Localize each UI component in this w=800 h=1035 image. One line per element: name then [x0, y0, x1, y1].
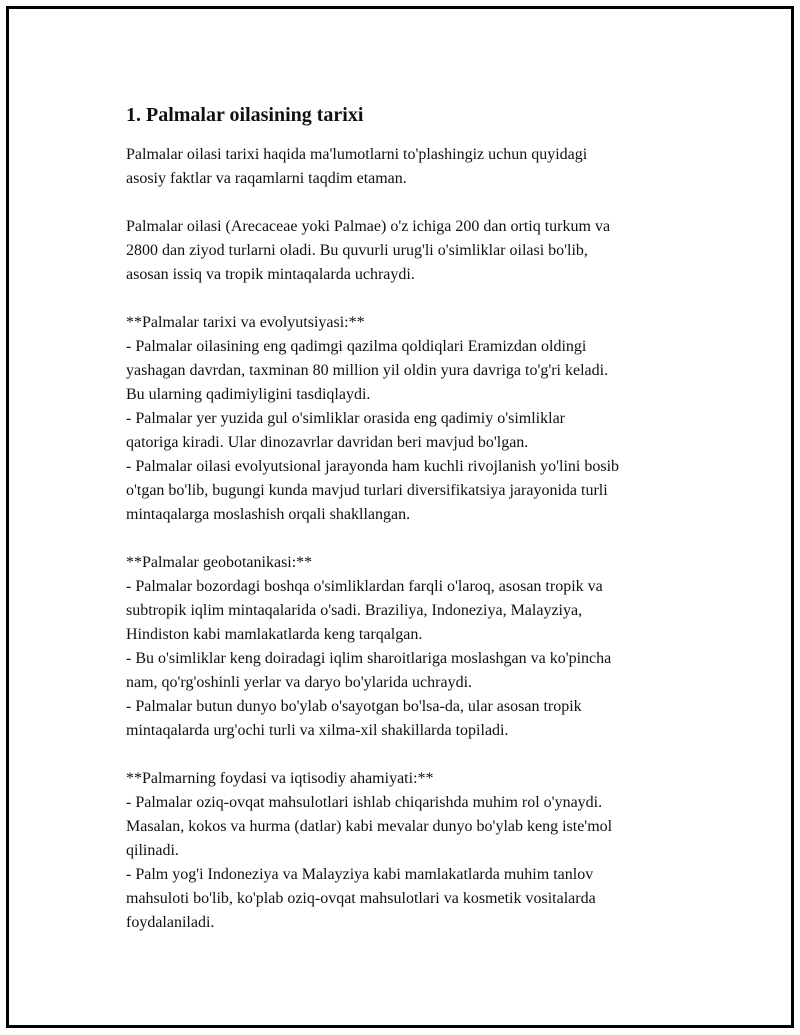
document-body — [126, 101, 706, 935]
text-line: 2800 dan ziyod turlarni oladi. Bu quvurli urug'li o'simliklar oilasi bo'lib, — [126, 242, 588, 259]
text-line: Masalan, kokos va hurma (datlar) kabi mevalar dunyo bo'ylab keng iste'mol — [126, 818, 613, 835]
text-line: mahsuloti bo'lib, ko'plab oziq-ovqat mahsulotlari va kosmetik vositalarda — [126, 890, 596, 907]
document-title: 1. Palmalar oilasining tarixi — [126, 104, 364, 126]
text-line: qatoriga kiradi. Ular dinozavrlar davridan beri mavjud bo'lgan. — [126, 434, 529, 451]
text-line: - Palmalar oziq-ovqat mahsulotlari ishlab chiqarishda muhim rol o'ynaydi. — [126, 794, 603, 811]
section-history-evolution — [126, 311, 706, 527]
text-line: Palmalar oilasi (Arecaceae yoki Palmae) o'z ichiga 200 dan ortiq turkum va — [126, 218, 611, 235]
text-line: subtropik iqlim mintaqalarida o'sadi. Braziliya, Indoneziya, Malayziya, — [126, 602, 583, 619]
text-line: Palmalar oilasi tarixi haqida ma'lumotlarni to'plashingiz uchun quyidagi — [126, 146, 588, 163]
paragraph-intro — [126, 143, 706, 191]
paragraph-gap — [126, 191, 706, 215]
section-geobotany — [126, 551, 706, 743]
section-heading: **Palmalar tarixi va evolyutsiyasi:** — [126, 314, 365, 331]
paragraph-overview — [126, 215, 706, 287]
text-line: Hindiston kabi mamlakatlarda keng tarqalgan. — [126, 626, 423, 643]
text-line: - Palmalar oilasining eng qadimgi qazilma qoldiqlari Eramizdan oldingi — [126, 338, 587, 355]
text-line: Bu ularning qadimiyligini tasdiqlaydi. — [126, 386, 371, 403]
text-line: - Palmalar oilasi evolyutsional jarayonda ham kuchli rivojlanish yo'lini bosib — [126, 458, 620, 475]
paragraph-gap — [126, 743, 706, 767]
text-line: mintaqalarda urg'ochi turli va xilma-xil shakillarda topiladi. — [126, 722, 509, 739]
section-economic-value — [126, 767, 706, 935]
text-line: asosiy faktlar va raqamlarni taqdim etaman. — [126, 170, 407, 187]
paragraph-gap — [126, 527, 706, 551]
text-line: o'tgan bo'lib, bugungi kunda mavjud turlari diversifikatsiya jarayonida turli — [126, 482, 608, 499]
text-line: nam, qo'rg'oshinli yerlar va daryo bo'ylarida uchraydi. — [126, 674, 473, 691]
section-heading: **Palmarning foydasi va iqtisodiy ahamiyati:** — [126, 770, 434, 787]
text-line: yashagan davrdan, taxminan 80 million yil oldin yura davriga to'g'ri keladi. — [126, 362, 609, 379]
section-heading: **Palmalar geobotanikasi:** — [126, 554, 313, 571]
text-line: asosan issiq va tropik mintaqalarda uchraydi. — [126, 266, 415, 283]
text-line: qilinadi. — [126, 842, 179, 859]
text-line: - Palm yog'i Indoneziya va Malayziya kabi mamlakatlarda muhim tanlov — [126, 866, 594, 883]
page-frame — [6, 6, 794, 1028]
text-line: mintaqalarga moslashish orqali shakllangan. — [126, 506, 411, 523]
text-line: - Palmalar yer yuzida gul o'simliklar orasida eng qadimiy o'simliklar — [126, 410, 565, 427]
text-line: - Bu o'simliklar keng doiradagi iqlim sharoitlariga moslashgan va ko'pincha — [126, 650, 612, 667]
text-line: - Palmalar bozordagi boshqa o'simliklardan farqli o'laroq, asosan tropik va — [126, 578, 603, 595]
paragraph-gap — [126, 287, 706, 311]
text-line: foydalaniladi. — [126, 914, 215, 931]
text-line: - Palmalar butun dunyo bo'ylab o'sayotgan bo'lsa-da, ular asosan tropik — [126, 698, 582, 715]
